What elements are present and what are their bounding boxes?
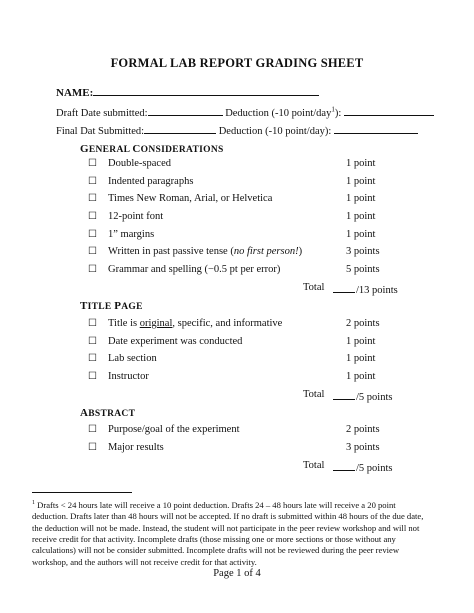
checkbox[interactable]: ☐ (88, 264, 97, 275)
section-heading-abstract: ABSTRACT (80, 407, 136, 419)
checkbox[interactable]: ☐ (88, 442, 97, 453)
checkbox[interactable]: ☐ (88, 318, 97, 329)
final-deduction-field[interactable] (334, 122, 418, 134)
checkbox[interactable]: ☐ (88, 211, 97, 222)
list-item: ☐ Grammar and spelling (−0.5 pt per error) 5 points (88, 264, 380, 275)
page-number: Page 1 of 4 (213, 568, 261, 579)
footnote-text: Drafts < 24 hours late will receive a 10 point deduction. Drafts 24 – 48 hours late will receive a 20 point deduction. Drafts later than 48 hours will not be accepted. If no draft is submitted within 48 hours of the due date, the deduction will not be made. Instead, the student will not participate in the peer review workshop and will not receive credit for that activity. Incomplete drafts (those missing one or more sections or those without any calculations) will not be consider submitted. Incomplete drafts will not be reviewed during the peer review workshop, and the authors will not receive credit for that activity. (32, 499, 424, 567)
final-date-row (56, 122, 418, 137)
list-item: ☐ 1” margins 1 point (88, 229, 376, 240)
list-item: ☐ Purpose/goal of the experiment 2 points (88, 424, 380, 435)
checkbox[interactable]: ☐ (88, 158, 97, 169)
checkbox[interactable]: ☐ (88, 176, 97, 187)
list-item: ☐ Double-spaced 1 point (88, 158, 376, 169)
list-item: ☐ Lab section 1 point (88, 353, 376, 364)
final-deduction-label: Deduction (-10 point/day): (218, 126, 332, 137)
total-score-field[interactable] (333, 282, 355, 293)
list-item: ☐ Times New Roman, Arial, or Helvetica 1 point (88, 193, 376, 204)
section-total: Total /5 points (303, 460, 393, 474)
draft-deduction-field[interactable] (344, 104, 434, 116)
total-score-field[interactable] (333, 389, 355, 400)
total-score-field[interactable] (333, 460, 355, 471)
list-item: ☐ Title is original, specific, and informative 2 points (88, 318, 380, 329)
draft-date-row (56, 104, 434, 119)
checkbox[interactable]: ☐ (88, 353, 97, 364)
checkbox[interactable]: ☐ (88, 371, 97, 382)
list-item: ☐ Major results 3 points (88, 442, 380, 453)
footnote-divider (32, 492, 132, 493)
section-heading-title-page: TITLE PAGE (80, 300, 143, 312)
final-date-label: Final Dat Submitted: (56, 126, 145, 137)
footnote-marker: 1 (32, 500, 35, 506)
final-date-field[interactable] (144, 122, 216, 134)
checkbox[interactable]: ☐ (88, 336, 97, 347)
list-item: ☐ 12-point font 1 point (88, 211, 376, 222)
checkbox[interactable]: ☐ (88, 229, 97, 240)
list-item: ☐ Instructor 1 point (88, 371, 376, 382)
draft-date-field[interactable] (148, 104, 223, 116)
draft-deduction-label: Deduction (-10 point/day$^1$): (225, 105, 342, 119)
footnote (32, 498, 432, 568)
list-item: ☐ Date experiment was conducted 1 point (88, 336, 376, 347)
checkbox[interactable]: ☐ (88, 193, 97, 204)
name-field[interactable] (93, 84, 319, 96)
draft-date-label: Draft Date submitted: (56, 108, 148, 119)
checkbox[interactable]: ☐ (88, 246, 97, 257)
name-row (56, 84, 319, 99)
checkbox[interactable]: ☐ (88, 424, 97, 435)
section-heading-general: GENERAL CONSIDERATIONS (80, 143, 224, 155)
list-item: ☐ Indented paragraphs 1 point (88, 176, 376, 187)
page-title: FORMAL LAB REPORT GRADING SHEET (110, 56, 364, 70)
list-item: ☐ Written in past passive tense (no first person!) 3 points (88, 246, 380, 257)
section-total: Total /13 points (303, 282, 398, 296)
section-total: Total /5 points (303, 389, 393, 403)
name-label: NAME: (56, 87, 94, 99)
